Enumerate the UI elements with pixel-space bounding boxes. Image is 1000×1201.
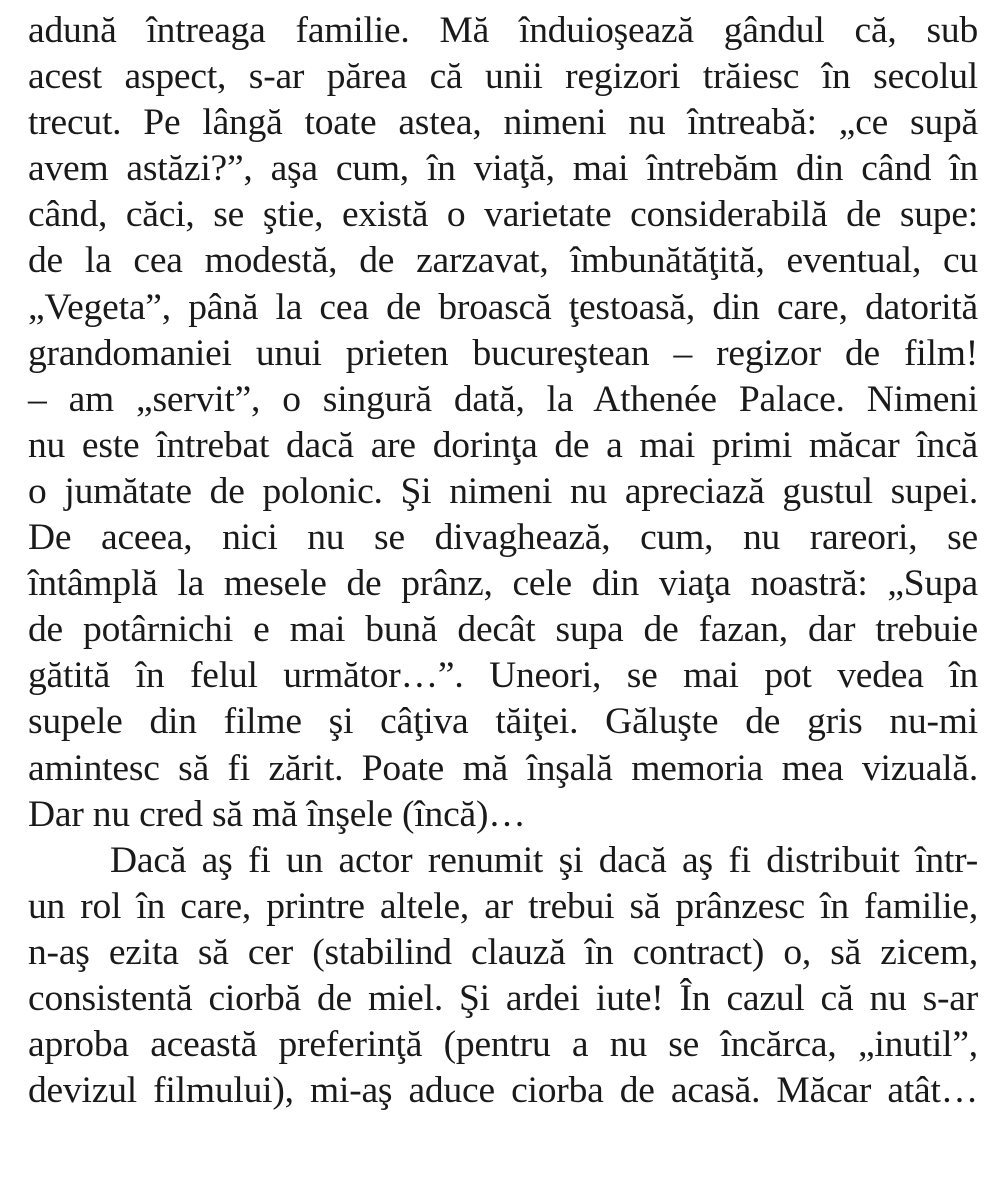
text-line: un rol în care, printre altele, ar trebui să prânzesc în familie, xyxy=(28,885,978,927)
text-line: „Vegeta”, până la cea de broască ţestoasă, din care, datorită xyxy=(28,286,978,328)
text-line: nu este întrebat dacă are dorinţa de a mai primi măcar încă xyxy=(28,424,978,466)
text-line-last: Dar nu cred să mă înşele (încă)… xyxy=(28,793,526,835)
text-line: când, căci, se ştie, există o varietate considerabilă de supe: xyxy=(28,194,978,236)
text-line: gătită în felul următor…”. Uneori, se mai pot vedea în xyxy=(28,655,978,697)
text-line: o jumătate de polonic. Şi nimeni nu apreciază gustul supei. xyxy=(28,470,978,512)
text-line: n-aş ezita să cer (stabilind clauză în contract) o, să zicem, xyxy=(28,931,978,973)
book-page xyxy=(28,8,978,1193)
text-line: supele din filme şi câţiva tăiţei. Găluşte de gris nu-mi xyxy=(28,701,978,743)
text-line: aproba această preferinţă (pentru a nu se încărca, „inutil”, xyxy=(28,1024,978,1066)
text-line: De aceea, nici nu se divaghează, cum, nu rareori, se xyxy=(28,517,978,559)
text-line: devizul filmului), mi-aş aduce ciorba de acasă. Măcar atât… xyxy=(28,1070,978,1112)
text-line: avem astăzi?”, aşa cum, în viaţă, mai întrebăm din când în xyxy=(28,148,978,190)
text-line: acest aspect, s-ar părea că unii regizori trăiesc în secolul xyxy=(28,56,978,98)
text-line: de la cea modestă, de zarzavat, îmbunătăţită, eventual, cu xyxy=(28,240,978,282)
paragraph-2 xyxy=(28,838,978,1115)
text-line: amintesc să fi zărit. Poate mă înşală memoria mea vizuală. xyxy=(28,747,978,789)
text-line: întâmplă la mesele de prânz, cele din viaţa noastră: „Supa xyxy=(28,563,978,605)
text-line: grandomaniei unui prieten bucureştean – regizor de film! xyxy=(28,332,978,374)
text-line: trecut. Pe lângă toate astea, nimeni nu întreabă: „ce supă xyxy=(28,102,978,144)
text-line: adună întreaga familie. Mă înduioşează gândul că, sub xyxy=(28,10,978,51)
text-line: de potârnichi e mai bună decât supa de fazan, dar trebuie xyxy=(28,609,978,651)
text-line-first: Dacă aş fi un actor renumit şi dacă aş fi distribuit într- xyxy=(110,839,978,881)
text-line: consistentă ciorbă de miel. Şi ardei iute! În cazul că nu s-ar xyxy=(28,977,978,1019)
paragraph-1 xyxy=(28,8,978,838)
text-line: – am „servit”, o singură dată, la Athenée Palace. Nimeni xyxy=(28,378,978,420)
